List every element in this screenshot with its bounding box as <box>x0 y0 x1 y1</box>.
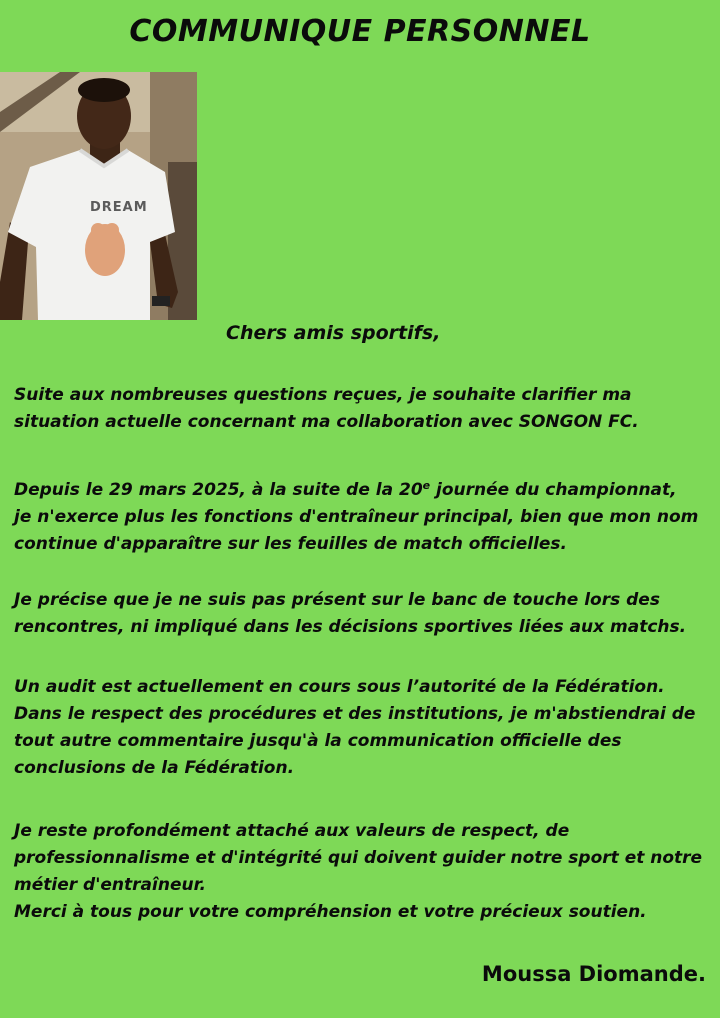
text-line <box>14 472 714 504</box>
text-line: situation actuelle concernant ma collaboration avec SONGON FC. <box>14 412 639 432</box>
signature: Moussa Diomande. <box>481 962 706 986</box>
text-line: rencontres, ni impliqué dans les décisions sportives liées aux matchs. <box>14 617 687 637</box>
page-title: COMMUNIQUE PERSONNEL <box>129 14 591 49</box>
text-line: Un audit est actuellement en cours sous l’autorité de la Fédération. <box>14 677 665 697</box>
greeting: Chers amis sportifs, <box>226 322 441 344</box>
portrait-photo <box>0 72 197 320</box>
paragraph-1 <box>14 382 714 436</box>
paragraph-4 <box>14 674 714 782</box>
paragraph-2 <box>14 472 714 558</box>
shirt-text: DREAM <box>90 200 148 215</box>
text-line: Je précise que je ne suis pas présent sur le banc de touche lors des <box>14 590 660 610</box>
text-fragment: journée du championnat, <box>430 480 677 500</box>
text-line: je n'exerce plus les fonctions d'entraîneur principal, bien que mon nom <box>14 507 699 527</box>
text-line: Suite aux nombreuses questions reçues, je souhaite clarifier ma <box>14 385 632 405</box>
text-line: Je reste profondément attaché aux valeurs de respect, de <box>14 821 570 841</box>
text-fragment: Depuis le 29 mars 2025, à la suite de la 20 <box>14 480 423 500</box>
text-line: Dans le respect des procédures et des institutions, je m'abstiendrai de <box>14 704 696 724</box>
text-line: continue d'apparaître sur les feuilles de match officielles. <box>14 534 567 554</box>
text-line: Merci à tous pour votre compréhension et votre précieux soutien. <box>14 902 647 922</box>
text-line: professionnalisme et d'intégrité qui doivent guider notre sport et notre <box>14 848 703 868</box>
superscript: e <box>422 479 431 492</box>
text-line: conclusions de la Fédération. <box>14 758 295 778</box>
paragraph-5 <box>14 818 714 926</box>
text-line: tout autre commentaire jusqu'à la communication officielle des <box>14 731 622 751</box>
text-line: métier d'entraîneur. <box>14 875 206 895</box>
paragraph-3 <box>14 587 714 641</box>
